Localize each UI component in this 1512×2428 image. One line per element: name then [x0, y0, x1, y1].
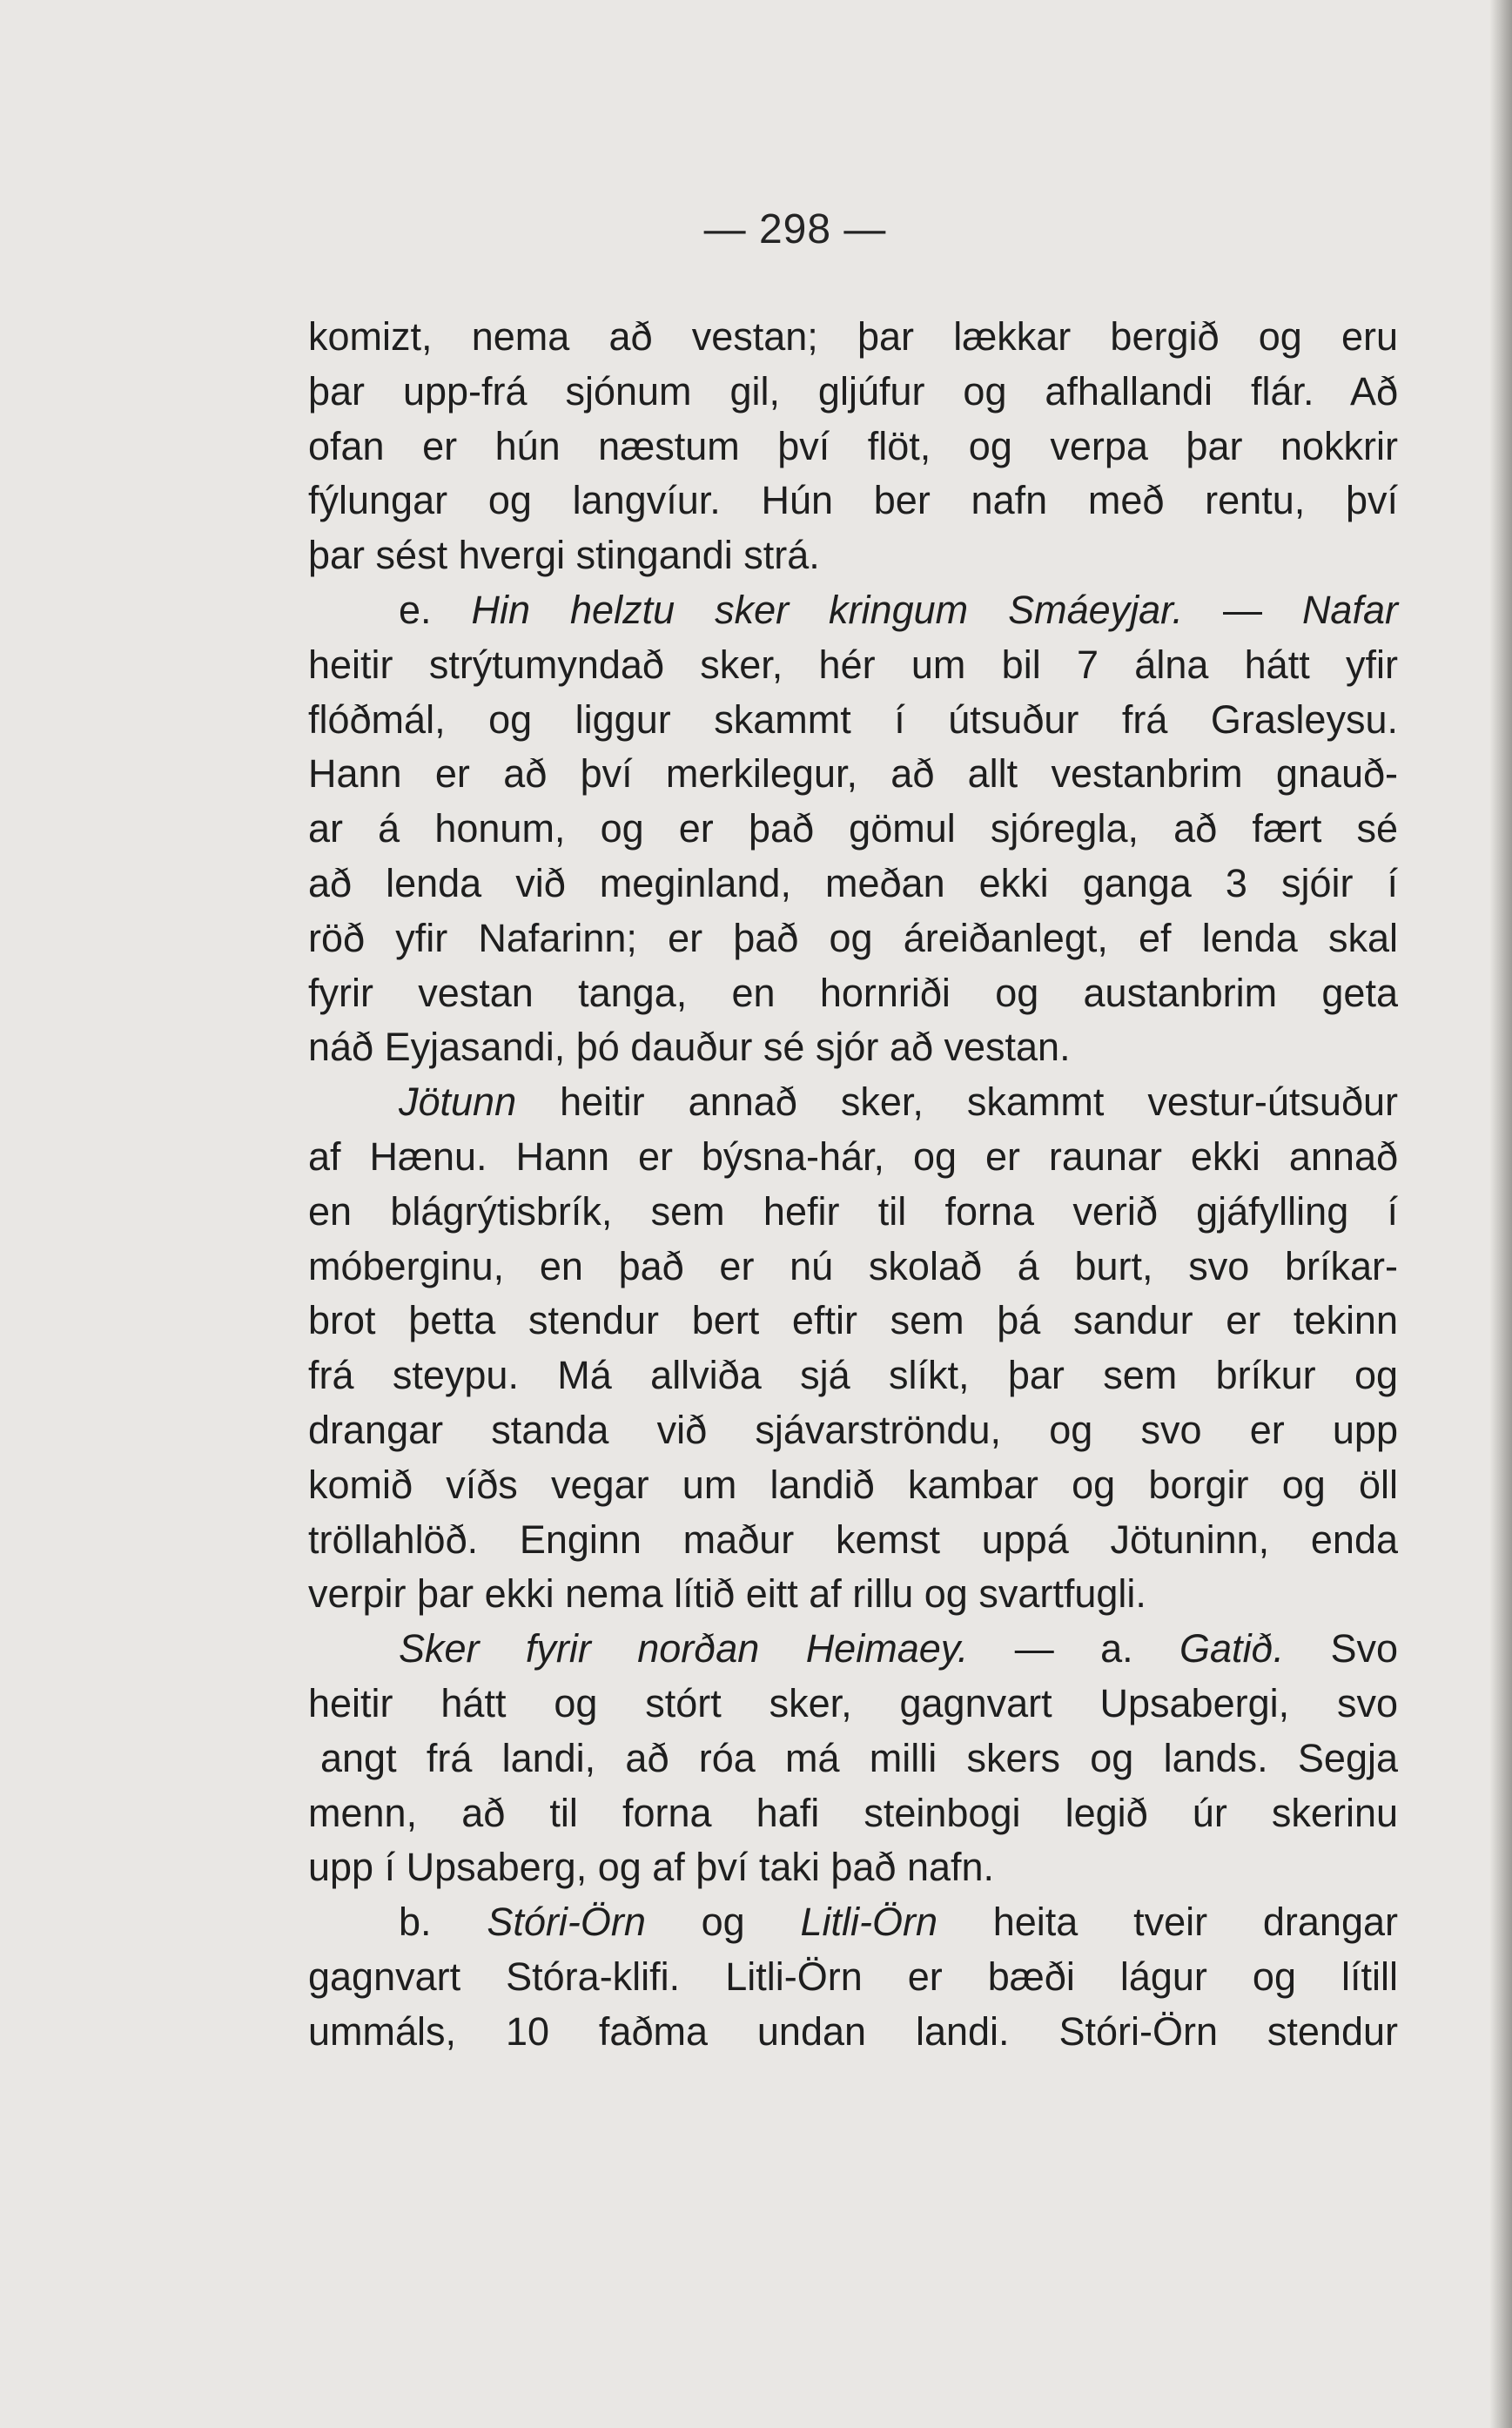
page-edge-shadow: [1489, 0, 1512, 2428]
text-line: frá steypu. Má allviða sjá slíkt, þar sem bríkur og: [308, 1353, 1398, 1398]
italic-name: Jötunn: [399, 1079, 517, 1125]
text-line: heitir hátt og stórt sker, gagnvart Upsabergi, svo: [308, 1680, 1398, 1725]
italic-heading: Hin helztu sker kringum Smáeyjar.: [471, 587, 1183, 632]
text-line: upp í Upsaberg, og af því taki það nafn.: [308, 1845, 995, 1890]
text-line: móberginu, en það er nú skolað á burt, svo bríkar-: [308, 1243, 1398, 1288]
text-line: þar sést hvergi stingandi strá.: [308, 533, 820, 578]
text-line: verpir þar ekki nema lítið eitt af rillu og svartfugli.: [308, 1571, 1146, 1617]
text-line: angt frá landi, að róa má milli skers og lands. Segja: [320, 1735, 1398, 1780]
text-line: Jötunn heitir annað sker, skammt vestur-útsuður: [399, 1079, 1398, 1125]
text-line: menn, að til forna hafi steinbogi legið úr skerinu: [308, 1790, 1398, 1835]
text-line: röð yfir Nafarinn; er það og áreiðanlegt, ef lenda skal: [308, 915, 1398, 960]
text-line: Hann er að því merkilegur, að allt vestanbrim gnauð-: [308, 751, 1398, 797]
text-line: heitir strýtumyndað sker, hér um bil 7 álna hátt yfir: [308, 642, 1398, 687]
text-line: fyrir vestan tanga, en hornriði og austanbrim geta: [308, 970, 1398, 1015]
text-line: komizt, nema að vestan; þar lækkar bergið og eru: [308, 314, 1398, 359]
text-line: ofan er hún næstum því flöt, og verpa þar nokkrir: [308, 423, 1398, 468]
text-line: fýlungar og langvíur. Hún ber nafn með rentu, því: [308, 478, 1398, 523]
italic-heading: Sker fyrir norðan Heimaey.: [399, 1626, 969, 1671]
text-line: brot þetta stendur bert eftir sem þá sandur er tekinn: [308, 1298, 1398, 1343]
text-line: náð Eyjasandi, þó dauður sé sjór að vestan.: [308, 1025, 1071, 1070]
section-heading-line: e. Hin helztu sker kringum Smáeyjar. — Nafar: [399, 587, 1398, 632]
italic-name: Nafar: [1301, 587, 1398, 632]
text-line: af Hænu. Hann er býsna-hár, og er raunar ekki annað: [308, 1133, 1398, 1179]
text-line: að lenda við meginland, meðan ekki ganga 3 sjóir í: [308, 860, 1398, 905]
text-line: b. Stóri-Örn og Litli-Örn heita tveir drangar: [399, 1900, 1398, 1945]
italic-name: Stóri-Örn: [487, 1900, 646, 1945]
text-line: komið víðs vegar um landið kambar og borgir og öll: [308, 1462, 1398, 1507]
text-line: en blágrýtisbrík, sem hefir til forna verið gjáfylling í: [308, 1188, 1398, 1234]
section-heading-line: Sker fyrir norðan Heimaey. — a. Gatið. Svo: [399, 1626, 1398, 1671]
text-line: ar á honum, og er það gömul sjóregla, að fært sé: [308, 806, 1398, 851]
body-text: [308, 310, 1398, 2060]
italic-name: Litli-Örn: [800, 1900, 937, 1945]
text-line: tröllahlöð. Enginn maður kemst uppá Jötuninn, enda: [308, 1517, 1398, 1562]
text-line: gagnvart Stóra-klifi. Litli-Örn er bæði lágur og lítill: [308, 1954, 1398, 1999]
italic-name: Gatið.: [1179, 1626, 1285, 1671]
page-number: — 298 —: [703, 206, 887, 252]
text-line: þar upp-frá sjónum gil, gljúfur og afhallandi flár. Að: [308, 368, 1398, 414]
text-line: flóðmál, og liggur skammt í útsuður frá Grasleysu.: [308, 696, 1398, 742]
text-line: ummáls, 10 faðma undan landi. Stóri-Örn stendur: [308, 2008, 1398, 2054]
text-line: drangar standa við sjávarströndu, og svo er upp: [308, 1407, 1398, 1452]
